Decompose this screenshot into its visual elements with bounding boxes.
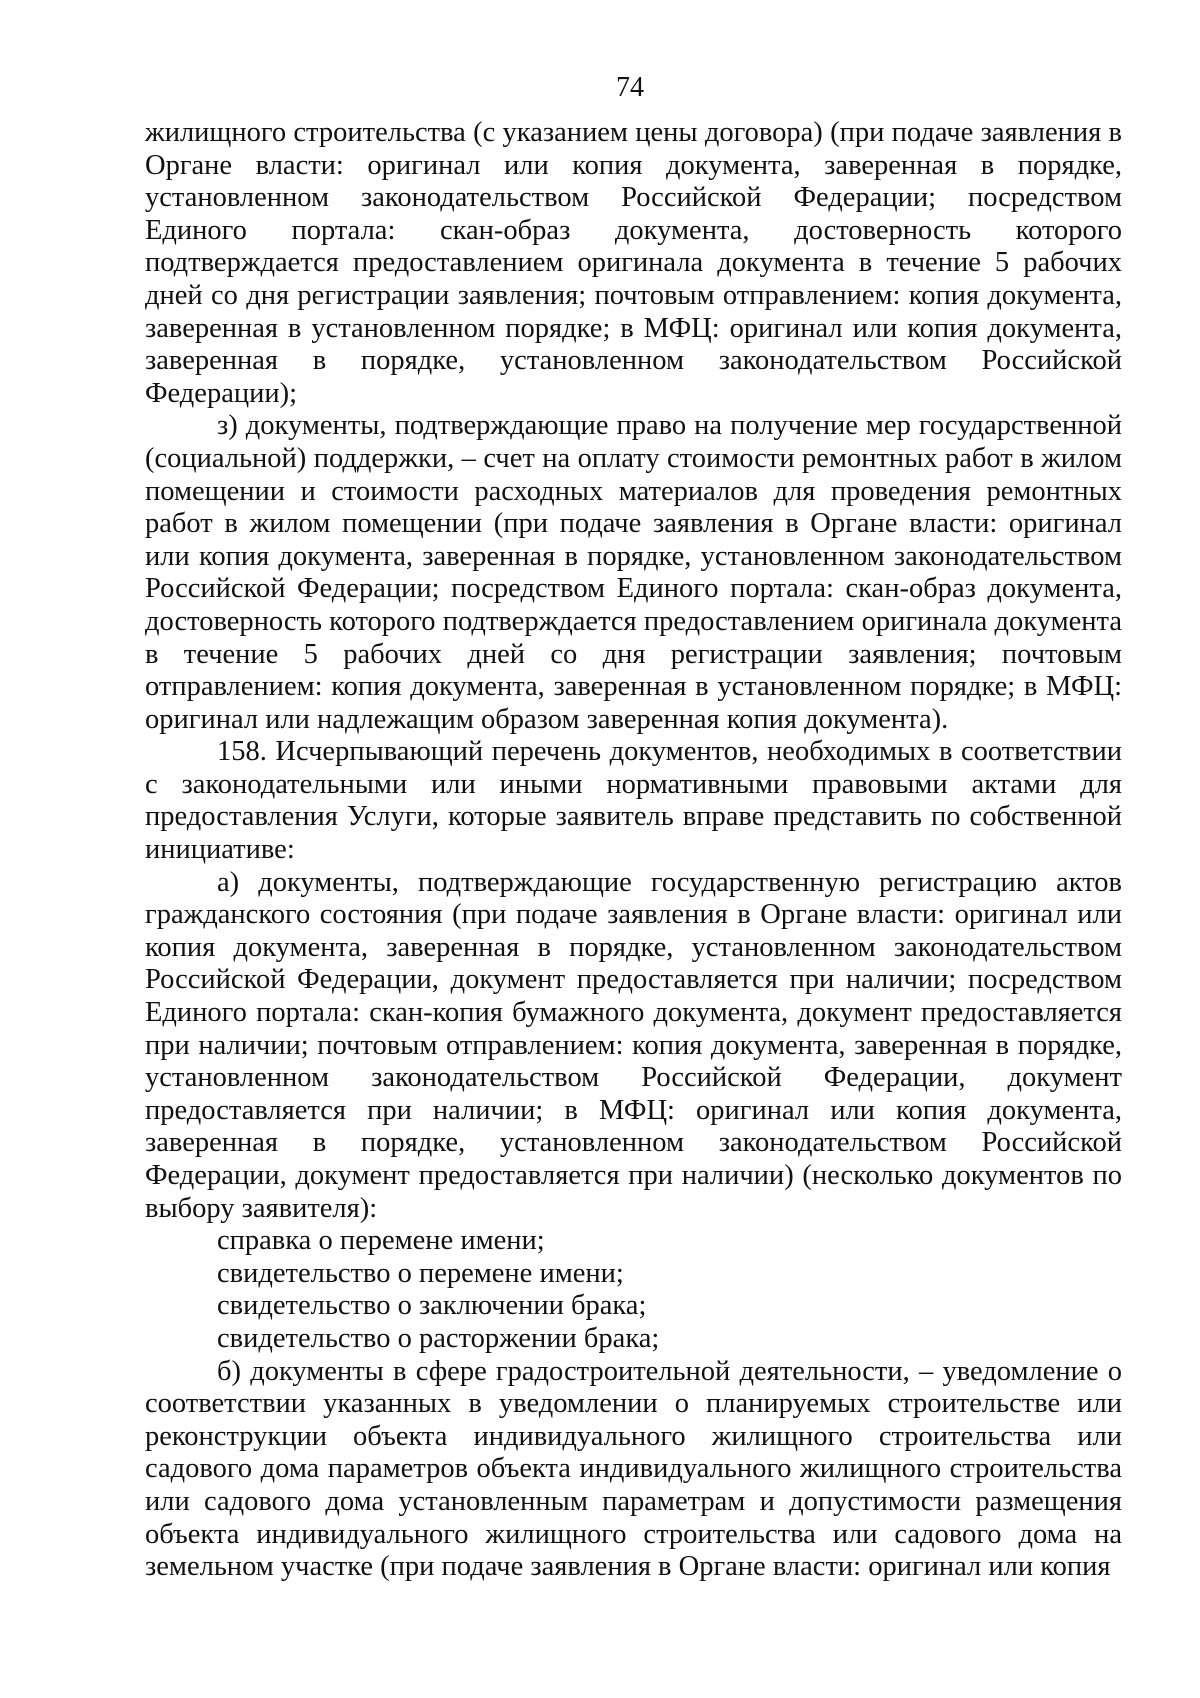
paragraph-section-158: 158. Исчерпывающий перечень документов, необходимых в соответствии с законодательными или иными нормативными правовыми актами для предоставления Услуги, которые заявитель вправе представить по собственной инициативе:: [145, 736, 1122, 866]
list-item: свидетельство о расторжении брака;: [217, 1322, 660, 1354]
list-item: свидетельство о заключении брака;: [217, 1290, 647, 1322]
paragraph-item-z: з) документы, подтверждающие право на получение мер государственной (социальной) поддержки, – счет на оплату стоимости ремонтных работ в жилом помещении и стоимости расходных материалов для проведения ремонтных работ в жилом помещении (при подаче заявления в Органе власти: оригинал или копия документа, заверенная в порядке, установленном законодательством Российской Федерации; посредством Единого портала: скан-образ документа, достоверность которого подтверждается предоставлением оригинала документа в течение 5 рабочих дней со дня регистрации заявления; почтовым отправлением: копия документа, заверенная в установленном порядке; в МФЦ: оригинал или надлежащим образом заверенная копия документа).: [145, 410, 1122, 735]
paragraph-item-b: б) документы в сфере градостроительной деятельности, – уведомление о соответствии указанных в уведомлении о планируемых строительстве или реконструкции объекта индивидуального жилищного строительства или садового дома параметров объекта индивидуального жилищного строительства или садового дома установленным параметрам и допустимости размещения объекта индивидуального жилищного строительства или садового дома на земельном участке (при подаче заявления в Органе власти: оригинал или копия: [145, 1355, 1122, 1583]
paragraph-item-a: а) документы, подтверждающие государственную регистрацию актов гражданского состояния (при подаче заявления в Органе власти: оригинал или копия документа, заверенная в порядке, установленном законодательством Российской Федерации, документ предоставляется при наличии; посредством Единого портала: скан-копия бумажного документа, документ предоставляется при наличии; почтовым отправлением: копия документа, заверенная в порядке, установленном законодательством Российской Федерации, документ предоставляется при наличии; в МФЦ: оригинал или копия документа, заверенная в порядке, установленном законодательством Российской Федерации, документ предоставляется при наличии) (несколько документов по выбору заявителя):: [145, 866, 1122, 1224]
page-number: 74: [616, 72, 644, 103]
list-item: свидетельство о перемене имени;: [217, 1257, 624, 1289]
document-body: [145, 117, 1122, 1584]
paragraph-continuation: жилищного строительства (с указанием цены договора) (при подаче заявления в Органе власти: оригинал или копия документа, заверенная в порядке, установленном законодательством Российской Федерации; посредством Единого портала: скан-образ документа, достоверность которого подтверждается предоставлением оригинала документа в течение 5 рабочих дней со дня регистрации заявления; почтовым отправлением: копия документа, заверенная в установленном порядке; в МФЦ: оригинал или копия документа, заверенная в порядке, установленном законодательством Российской Федерации);: [145, 117, 1122, 409]
list-item: справка о перемене имени;: [217, 1225, 545, 1257]
